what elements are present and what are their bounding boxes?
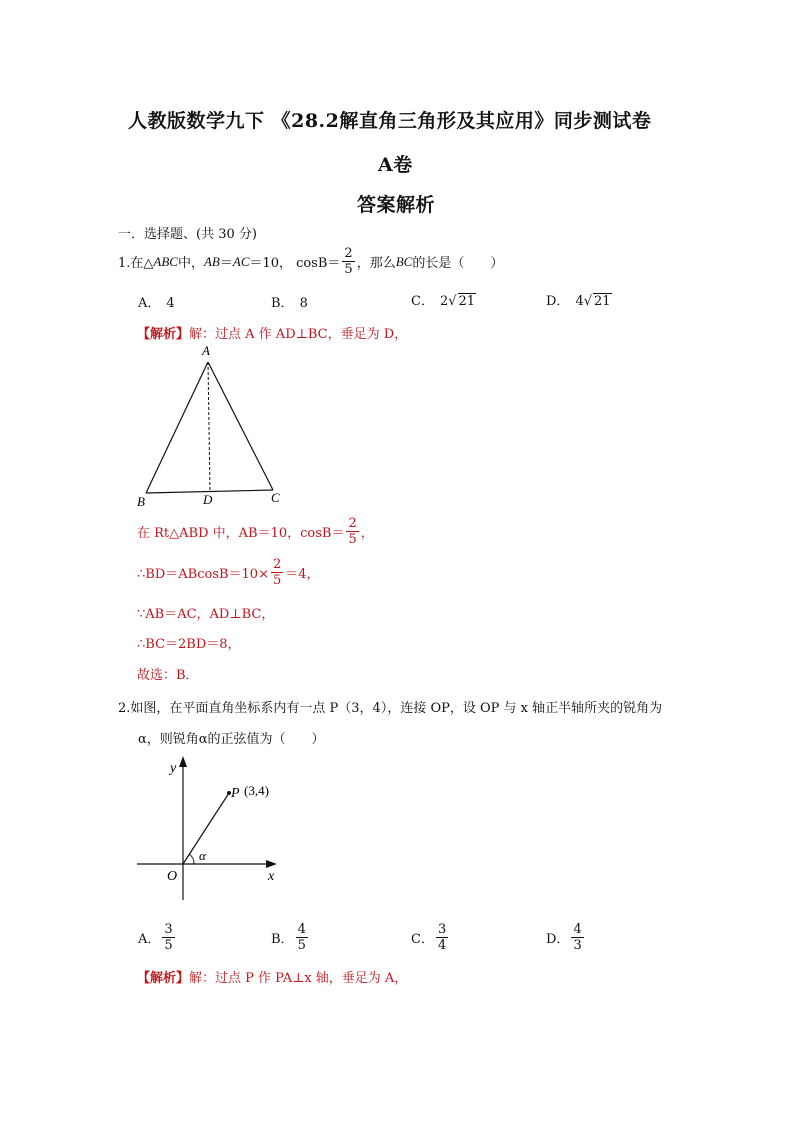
- q2-stem-line2: α，则锐角α的正弦值为（ ）: [138, 732, 325, 747]
- step2-text: ∴BD＝ABcosB＝10×: [137, 567, 269, 582]
- q1-bc: BC: [395, 253, 413, 269]
- point-p-coord: (3,4): [244, 783, 269, 798]
- x-axis-label: x: [268, 869, 275, 884]
- vertex-c-label: C: [271, 490, 280, 505]
- option-label: A．: [138, 932, 161, 947]
- q2-option-d[interactable]: [546, 922, 586, 953]
- q1-abc: ABC: [153, 253, 178, 269]
- sqrt-sign: √: [448, 294, 457, 309]
- option-value: 4: [166, 296, 175, 311]
- q1-stem-a: 1.在△: [118, 256, 154, 271]
- q1-eq-sym: ＝: [219, 256, 233, 271]
- q1-option-c[interactable]: [411, 290, 476, 309]
- alpha-label: α: [199, 848, 206, 863]
- q1-option-d[interactable]: [546, 290, 612, 309]
- q1-stem: [118, 246, 503, 277]
- q1-frac-num: 2: [344, 246, 353, 261]
- vertex-a-label: A: [202, 343, 210, 358]
- option-coef: 2: [439, 294, 449, 309]
- option-label: C．: [411, 932, 434, 947]
- option-coef: 4: [575, 294, 584, 309]
- q1-step-5: 故选：B．: [137, 668, 199, 683]
- point-d-label: D: [203, 492, 213, 507]
- frac-num: 3: [164, 922, 173, 937]
- frac-num: 4: [297, 922, 306, 937]
- section-label: 一．选择题、(共 30 分): [118, 227, 257, 242]
- q1-stem-b: 中，: [177, 256, 204, 271]
- frac-den: 3: [573, 938, 582, 953]
- option-fraction: [571, 922, 583, 953]
- analysis-tag: 【解析】: [137, 327, 190, 342]
- analysis-tag: 【解析】: [137, 971, 190, 986]
- option-label: A．: [138, 296, 161, 311]
- q1-step-3: ∵AB＝AC，AD⊥BC，: [137, 607, 275, 622]
- q1-frac-den: 5: [344, 262, 353, 277]
- frac-den: 4: [437, 938, 447, 953]
- option-fraction: [436, 922, 448, 953]
- q2-option-b[interactable]: [271, 922, 310, 953]
- option-fraction: [162, 922, 174, 953]
- analysis-text: 解：过点 P 作 PA⊥x 轴，垂足为 A，: [189, 971, 408, 986]
- step2-tail: ＝4，: [285, 567, 320, 582]
- q1-eq-val: ＝10，: [249, 256, 293, 271]
- frac-num: 3: [437, 922, 447, 937]
- q1-step-4: ∴BC＝2BD＝8，: [137, 637, 241, 652]
- analysis-text: 解：过点 A 作 AD⊥BC，垂足为 D，: [189, 327, 408, 342]
- option-label: C．: [411, 294, 434, 309]
- option-radicand: 21: [594, 294, 611, 309]
- q1-ac: AC: [232, 253, 250, 269]
- q2-option-c[interactable]: [411, 922, 450, 953]
- frac-den: 5: [297, 938, 306, 953]
- option-label: B．: [271, 932, 294, 947]
- option-radicand: 21: [458, 294, 476, 309]
- q1-stem-d: 的长是（ ）: [412, 256, 504, 271]
- triangle-figure: [130, 340, 300, 515]
- q1-cos: cosB＝: [296, 256, 341, 271]
- option-label: D．: [546, 294, 570, 309]
- option-value: 8: [299, 296, 308, 311]
- step2-fraction: [271, 557, 283, 588]
- frac-den: 5: [348, 532, 357, 547]
- frac-den: 5: [164, 938, 173, 953]
- step1-tail: ，: [360, 526, 374, 541]
- step1-fraction: [346, 516, 358, 547]
- q2-analysis: [137, 967, 407, 986]
- q1-option-a[interactable]: [138, 292, 175, 311]
- q1-option-b[interactable]: [271, 292, 308, 311]
- frac-num: 2: [272, 557, 282, 572]
- q1-fraction: [342, 246, 354, 277]
- sqrt-sign: √: [583, 294, 593, 309]
- y-axis-label: y: [170, 761, 177, 776]
- option-label: B．: [271, 296, 294, 311]
- page-title: 人教版数学九下 《28.2解直角三角形及其应用》同步测试卷: [128, 110, 652, 132]
- frac-num: 2: [348, 516, 357, 531]
- q1-ab: AB: [203, 253, 220, 269]
- q1-step-2: [137, 557, 320, 588]
- answer-heading: 答案解析: [357, 194, 436, 216]
- point-p-label: P: [231, 786, 240, 801]
- coordinate-figure: [132, 752, 292, 902]
- paper-version: A卷: [378, 154, 413, 176]
- option-label: D．: [546, 932, 570, 947]
- q1-step-1: [137, 516, 374, 547]
- frac-num: 4: [573, 922, 582, 937]
- frac-den: 5: [272, 573, 282, 588]
- origin-label: O: [167, 869, 178, 884]
- step1-text: 在 Rt△ABD 中，AB＝10，cosB＝: [137, 526, 345, 541]
- q2-option-a[interactable]: [138, 922, 177, 953]
- option-fraction: [296, 922, 308, 953]
- vertex-b-label: B: [137, 494, 145, 509]
- q2-stem-line1: 2.如图，在平面直角坐标系内有一点 P（3，4），连接 OP，设 OP 与 x 轴正半轴所夹的锐角为: [118, 701, 663, 716]
- q1-stem-c: ，那么: [356, 256, 396, 271]
